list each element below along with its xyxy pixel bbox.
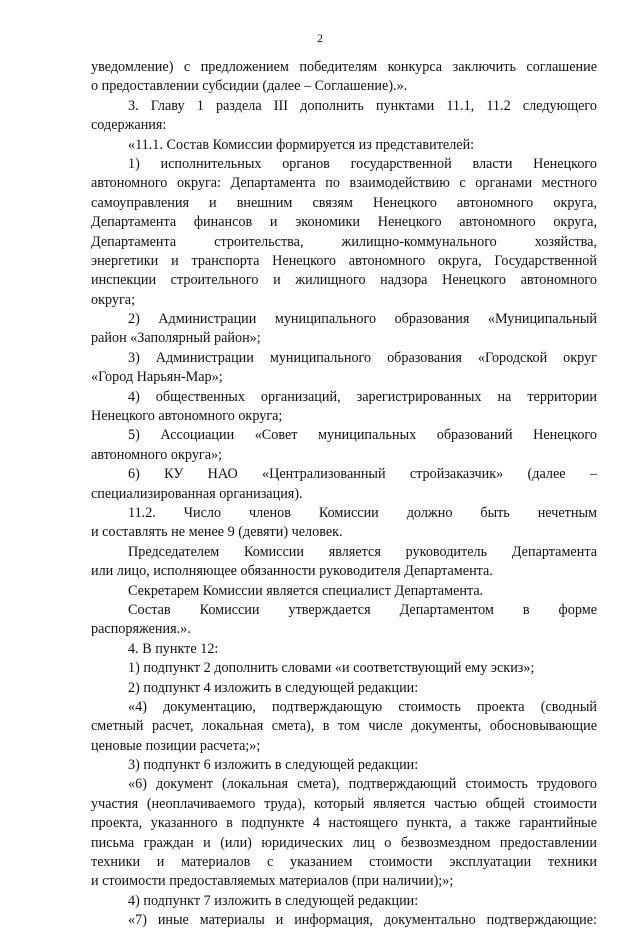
text-line: 4) подпункт 7 изложить в следующей редакции: bbox=[128, 892, 419, 909]
text-line: 3) Администрации муниципального образования «Городской округ bbox=[128, 349, 597, 366]
text-line: 4) общественных организаций, зарегистрированных на территории bbox=[128, 388, 597, 405]
text-line: распоряжения.». bbox=[91, 621, 191, 638]
text-line: Председателем Комиссии является руководитель Департамента bbox=[128, 543, 597, 560]
text-line: район «Заполярный район»; bbox=[91, 330, 261, 347]
text-line: 4. В пункте 12: bbox=[128, 640, 219, 657]
text-line: и стоимости предоставляемых материалов (при наличии);»; bbox=[91, 873, 454, 890]
text-line: самоуправления и внешним связям Ненецкого автономного округа, bbox=[91, 194, 597, 211]
text-line: 3) подпункт 6 изложить в следующей редакции: bbox=[128, 757, 419, 774]
text-line: Департамента строительства, жилищно-коммунального хозяйства, bbox=[91, 233, 597, 250]
text-line: проекта, указанного в подпункте 4 настоящего пункта, а также гарантийные bbox=[91, 815, 597, 832]
text-line: энергетики и транспорта Ненецкого автономного округа, Государственной bbox=[91, 252, 597, 269]
text-line: 6) КУ НАО «Централизованный стройзаказчик» (далее – bbox=[128, 466, 597, 483]
text-line: уведомление) с предложением победителям конкурса заключить соглашение bbox=[91, 59, 597, 75]
text-line: «Город Нарьян-Мар»; bbox=[91, 369, 223, 386]
text-line: или лицо, исполняющее обязанности руководителя Департамента. bbox=[91, 563, 493, 580]
text-line: специализированная организация). bbox=[91, 485, 303, 502]
text-line: и составлять не менее 9 (девяти) человек. bbox=[91, 524, 343, 541]
text-line: техники и материалов с указанием стоимости эксплуатации техники bbox=[91, 854, 597, 871]
text-line: Секретарем Комиссии является специалист Департамента. bbox=[128, 582, 484, 599]
page-number: 2 bbox=[317, 31, 323, 45]
text-line: сметный расчет, локальная смета), в том числе документы, обосновывающие bbox=[91, 718, 597, 735]
text-line: «4) документацию, подтверждающую стоимость проекта (сводный bbox=[128, 698, 597, 715]
text-line: 3. Главу 1 раздела III дополнить пунктами 11.1, 11.2 следующего bbox=[128, 97, 597, 114]
text-line: письма граждан и (или) юридических лиц о безвозмездном предоставлении bbox=[91, 834, 597, 851]
text-line: Состав Комиссии утверждается Департаментом в форме bbox=[128, 601, 597, 618]
text-line: Ненецкого автономного округа; bbox=[91, 408, 283, 425]
text-line: о предоставлении субсидии (далее – Соглашение).». bbox=[91, 78, 408, 95]
text-line: ценовые позиции расчета;»; bbox=[91, 737, 261, 754]
text-line: округа; bbox=[91, 291, 136, 308]
text-line: содержания: bbox=[91, 117, 167, 134]
text-line: 5) Ассоциации «Совет муниципальных образований Ненецкого bbox=[128, 427, 597, 444]
text-line: автономного округа: Департамента по взаимодействию с органами местного bbox=[91, 175, 597, 192]
text-line: участия (неоплачиваемого труда), который является частью общей стоимости bbox=[91, 795, 597, 812]
text-line: «7) иные материалы и информация, документально подтверждающие: bbox=[128, 912, 597, 929]
text-line: автономного округа»; bbox=[91, 446, 223, 463]
text-line: инспекции строительного и жилищного надзора Ненецкого автономного bbox=[91, 272, 597, 289]
text-line: 2) Администрации муниципального образования «Муниципальный bbox=[128, 311, 597, 328]
text-line: «11.1. Состав Комиссии формируется из представителей: bbox=[128, 136, 475, 153]
document-body bbox=[91, 58, 597, 931]
text-line: 11.2. Число членов Комиссии должно быть нечетным bbox=[128, 504, 597, 521]
text-line: 1) подпункт 2 дополнить словами «и соответствующий ему эскиз»; bbox=[128, 660, 535, 677]
text-line: «6) документ (локальная смета), подтверждающий стоимость трудового bbox=[128, 776, 597, 793]
text-line: 2) подпункт 4 изложить в следующей редакции: bbox=[128, 679, 419, 696]
text-line: Департамента финансов и экономики Ненецкого автономного округа, bbox=[91, 214, 597, 231]
text-line: 1) исполнительных органов государственной власти Ненецкого bbox=[128, 155, 597, 172]
